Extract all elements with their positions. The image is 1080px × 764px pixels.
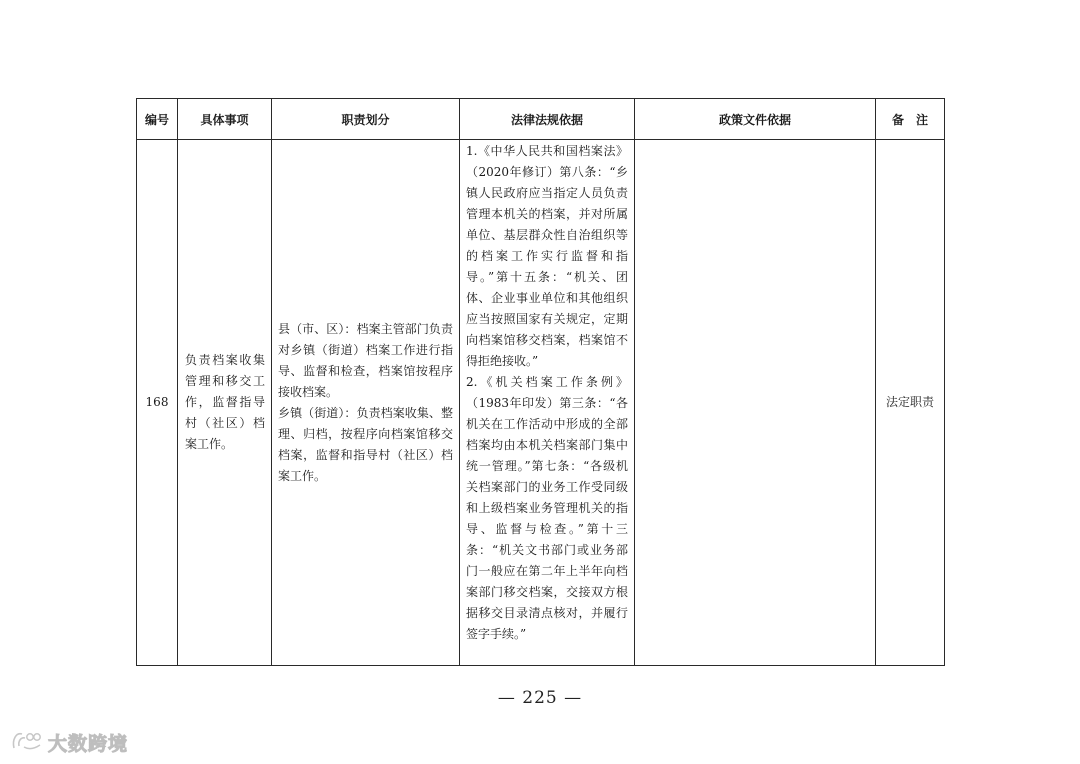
watermark-text: 大数跨境	[48, 732, 129, 755]
cell-remark: 法定职责	[876, 140, 945, 666]
law-paragraph: 1.《中华人民共和国档案法》（2020年修订）第八条：“乡镇人民政府应当指定人员负责管理本机关的档案，并对所属单位、基层群众性自治组织等的档案工作实行监督和指导。”第十五条：“机关、团体、企业事业单位和其他组织应当按照国家有关规定，定期向档案馆移交档案，档案馆不得拒绝接收。”	[466, 144, 628, 368]
cell-law	[460, 140, 635, 666]
cell-policy	[635, 140, 876, 666]
cell-no: 168	[137, 140, 178, 666]
brand-logo-icon	[10, 728, 44, 756]
item-text: 负责档案收集管理和移交工作，监督指导村（社区）档案工作。	[185, 353, 265, 451]
header-remark: 备 注	[876, 99, 945, 140]
table-header-row	[137, 99, 945, 140]
header-item: 具体事项	[178, 99, 272, 140]
header-no: 编号	[137, 99, 178, 140]
duty-table	[136, 98, 945, 666]
header-policy: 政策文件依据	[635, 99, 876, 140]
table-row	[137, 140, 945, 666]
header-law: 法律法规依据	[460, 99, 635, 140]
cell-duty	[272, 140, 460, 666]
duty-paragraph: 乡镇（街道）：负责档案收集、整理、归档，按程序向档案馆移交档案，监督和指导村（社区）档案工作。	[278, 405, 453, 483]
header-duty: 职责划分	[272, 99, 460, 140]
duty-paragraph: 县（市、区）：档案主管部门负责对乡镇（街道）档案工作进行指导、监督和检查，档案馆按程序接收档案。	[278, 321, 453, 399]
duty-table-container	[136, 98, 944, 666]
cell-item	[178, 140, 272, 666]
watermark	[10, 728, 128, 756]
page-number: — 225 —	[497, 688, 583, 708]
law-paragraph: 2.《机关档案工作条例》（1983年印发）第三条：“各机关在工作活动中形成的全部档案均由本机关档案部门集中统一管理。”第七条：“各级机关档案部门的业务工作受同级和上级档案业务管理机关的指导、监督与检查。”第十三条：“机关文书部门或业务部门一般应在第二年上半年向档案部门移交档案，交接双方根据移交目录清点核对，并履行签字手续。”	[466, 375, 628, 641]
